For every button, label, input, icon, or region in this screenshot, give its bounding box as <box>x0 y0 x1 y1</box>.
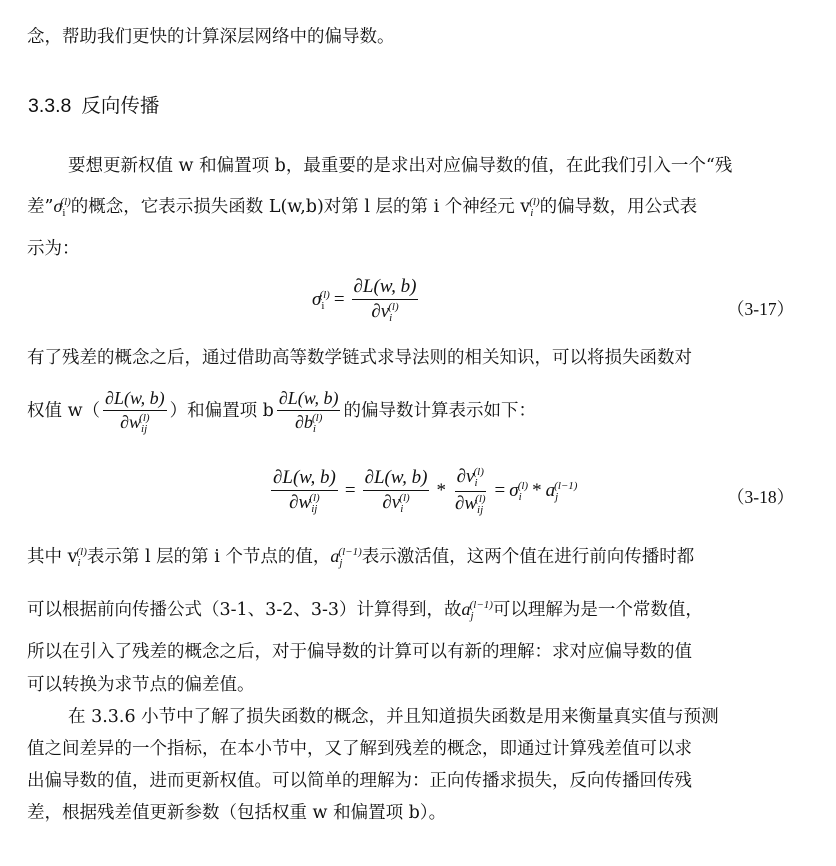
inline-v-il: $_i^{(l)}$ <box>529 196 540 219</box>
p3-line1: 其中 $v_i^{(l)}$表示第 l 层的第 i 个节点的值，$a_j^{(l-1)}$表示激活值，这两个值在进行前向传播时都 <box>27 546 695 569</box>
p4-line1: 在 3.3.6 小节中了解了损失函数的概念，并且知道损失函数是用来衡量真实值与预测 <box>68 707 719 727</box>
p1-line1: 要想更新权值 w 和偏置项 b，最重要的是求出对应偏导数的值，在此我们引入一个“残 <box>68 156 733 176</box>
eq18-frac-dv-dw: $\frac{\partial v_i^{(l)}}{\partial w_{ij}^{(l)}}$ <box>454 466 486 516</box>
inline-sigma-il: $\sigma_i^{(l)}$ <box>53 196 71 219</box>
p4-line4: 差，根据残差值更新参数（包括权重 w 和偏置项 b）。 <box>27 803 447 823</box>
p2-line1: 有了残差的概念之后，通过借助高等数学链式求导法则的相关知识，可以将损失函数对 <box>27 348 692 368</box>
eq18-a: $a_j^{(l-1)}$ <box>545 479 578 503</box>
p1-line3: 示为： <box>27 239 80 259</box>
inline-a-jl1-2: $a_j^{(l-1)}$ <box>461 599 493 622</box>
p4-line3: 出偏导数的值，进而更新权值。可以简单的理解为：正向传播求损失，反向传播回传残 <box>27 771 692 791</box>
eq17-number: （3-17） <box>727 299 795 319</box>
inline-dL-db: $\frac{\partial L(w, b)}{\partial b_i^{(l)}}$ <box>278 388 339 435</box>
p3-line2: 可以根据前向传播公式（3-1、3-2、3-3）计算得到，故$a_j^{(l-1)}$可以理解为是一个常数值， <box>27 599 703 622</box>
eq18-frac-dL-dw: $\frac{\partial L(w, b)}{\partial w_{ij}^{(l)}}$ <box>273 466 336 515</box>
p3-line3: 所以在引入了残差的概念之后，对于偏导数的计算可以有新的理解：求对应偏导数的值 <box>27 642 692 662</box>
p2-line2: 权值 w（ $\frac{\partial L(w, b)}{\partial w_{ij}^{(l)}}$ ）和偏置项 b $\frac{\partial L(w, b)}{\partial b_i^{(l)}}$ 的偏导数计算表示如下： <box>27 388 536 435</box>
eq18-frac-dL-dv: $\frac{\partial L(w, b)}{\partial v_i^{(l)}}$ <box>364 466 428 515</box>
eq17-lhs: $\sigma_i^{(l)}$ <box>312 288 330 312</box>
section-title: 反向传播 <box>81 94 160 117</box>
section-number: 3.3.8 <box>28 95 72 117</box>
p3-line4: 可以转换为求节点的偏差值。 <box>27 675 255 695</box>
intro-line: 念，帮助我们更快的计算深层网络中的偏导数。 <box>27 27 395 47</box>
inline-dL-dw: $\frac{\partial L(w, b)}{\partial w_{ij}^{(l)}}$ <box>105 388 165 435</box>
equation-3-18: $\frac{\partial L(w, b)}{\partial w_{ij}^{(l)}}$ = $\frac{\partial L(w, b)}{\partial v_i^{(l)}}$ * $\frac{\partial v_i^{(l)}}{\partial w_{ij}^{(l)}}$ = $\sigma_i^{(l)}$ * $a_j^{(l-1)}$ <box>273 466 578 516</box>
eq17-fraction: $\frac{\partial L(w, b)}{\partial v_i^{(l)}}$ <box>353 276 417 324</box>
eq18-sigma: $\sigma_i^{(l)}$ <box>509 479 529 503</box>
p4-line2: 值之间差异的一个指标，在本小节中，又了解到残差的概念，即通过计算残差值可以求 <box>27 739 692 759</box>
p1-line2: 差$”\sigma_i^{(l)}$的概念，它表示损失函数 L(w,b)对第 l 层的第 i 个神经元 $v_i^{(l)}$的偏导数，用公式表 <box>27 196 698 219</box>
eq18-number: （3-18） <box>727 487 795 507</box>
equation-3-17: $\sigma_i^{(l)}$ = $\frac{\partial L(w, b)}{\partial v_i^{(l)}}$ <box>312 276 417 324</box>
inline-a-jl1: $a_j^{(l-1)}$ <box>330 546 362 569</box>
section-heading <box>28 90 159 118</box>
inline-v-il-2: $_i^{(l)}$ <box>76 546 87 569</box>
